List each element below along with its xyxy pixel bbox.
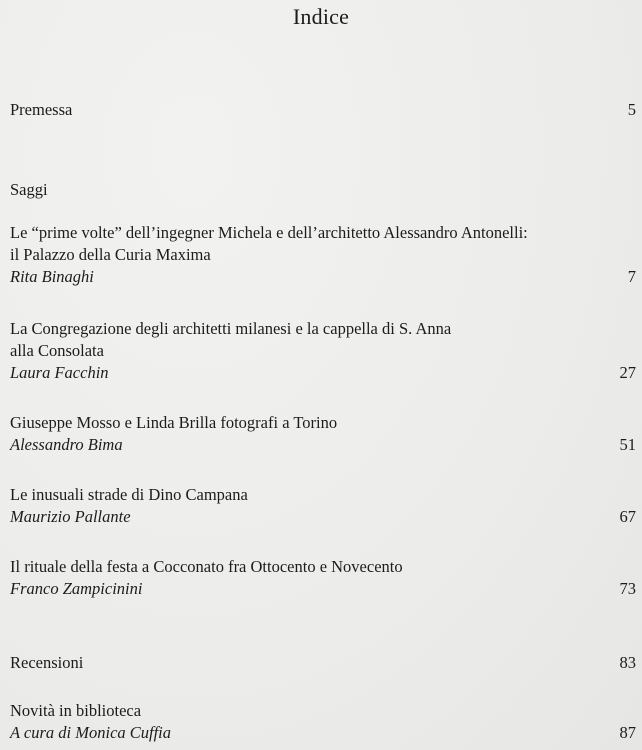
entry-title: Giuseppe Mosso e Linda Brilla fotografi a Torino	[10, 413, 338, 432]
entry-author: Laura Facchin	[10, 363, 109, 382]
entry-page-number: 5	[627, 100, 636, 119]
entry-title: Il rituale della festa a Cocconato fra Ottocento e Novecento	[10, 557, 403, 576]
entry-title: Premessa	[10, 100, 73, 119]
toc-entry-mosso	[10, 412, 636, 456]
toc-entry-campana	[10, 484, 636, 528]
entry-author: Rita Binaghi	[10, 267, 94, 286]
entry-title: Recensioni	[10, 653, 84, 672]
entry-title-line-1: La Congregazione degli architetti milanesi e la cappella di S. Anna	[10, 319, 452, 338]
entry-page-number: 73	[619, 579, 636, 598]
entry-page-number: 67	[619, 507, 636, 526]
entry-title: Le inusuali strade di Dino Campana	[10, 485, 248, 504]
entry-page-number: 7	[627, 267, 636, 286]
toc-entry-novita	[10, 700, 636, 744]
entry-page-number: 27	[619, 363, 636, 382]
toc-entry-premessa	[10, 99, 636, 121]
entry-author: A cura di Monica Cuffia	[10, 723, 172, 742]
toc-entry-antonelli	[10, 222, 636, 288]
toc-entry-recensioni	[10, 652, 636, 674]
entry-page-number: 83	[619, 653, 636, 672]
entry-author: Maurizio Pallante	[10, 507, 131, 526]
toc-entry-cocconato	[10, 556, 636, 600]
entry-title-line-1: Le “prime volte” dell’ingegner Michela e dell’architetto Alessandro Antonelli:	[10, 223, 528, 242]
entry-page-number: 51	[619, 435, 636, 454]
entry-page-number: 87	[619, 723, 636, 742]
entry-title-line-2: alla Consolata	[10, 341, 104, 360]
entry-title: Novità in biblioteca	[10, 701, 142, 720]
entry-author: Franco Zampicinini	[10, 579, 143, 598]
entry-author: Alessandro Bima	[10, 435, 123, 454]
page-title: Indice	[292, 4, 350, 29]
entry-title-line-2: il Palazzo della Curia Maxima	[10, 245, 211, 264]
section-heading-saggi: Saggi	[10, 180, 48, 199]
toc-entry-congregazione	[10, 318, 636, 384]
